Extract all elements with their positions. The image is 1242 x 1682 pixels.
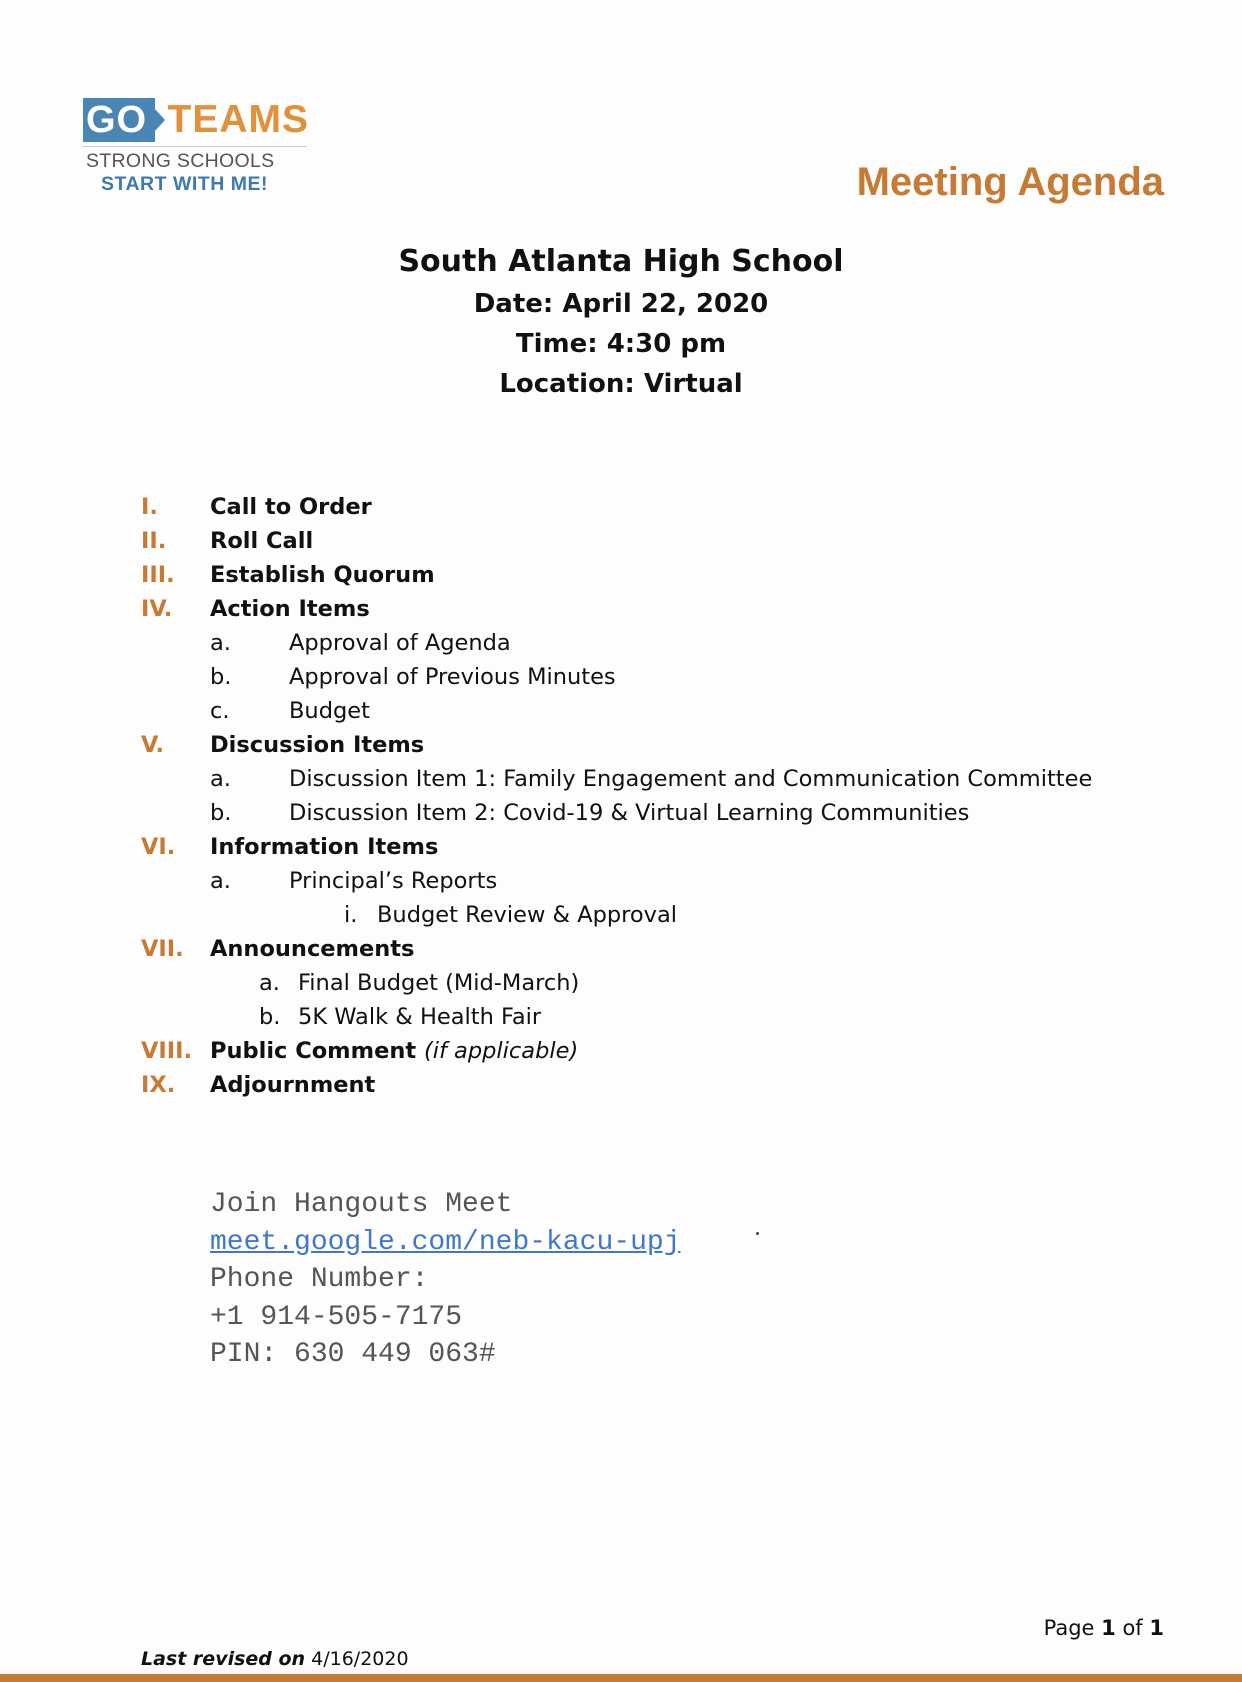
agenda-item-label: Discussion Items	[210, 732, 425, 758]
page-mid: of	[1115, 1616, 1150, 1640]
subitem-text: Discussion Item 1: Family Engagement and Communication Committee	[289, 766, 1093, 792]
subsubitem-number: i.	[344, 902, 358, 928]
school-name: South Atlanta High School	[398, 244, 844, 279]
agenda-item-label: Action Items	[210, 596, 370, 622]
page-number	[1044, 1616, 1164, 1640]
subitem-text: Principal’s Reports	[289, 868, 498, 894]
meeting-time: Time: 4:30 pm	[515, 329, 727, 359]
logo-arrow-icon	[154, 108, 165, 132]
logo-teams-text: TEAMS	[167, 98, 309, 141]
agenda-item-label	[210, 1034, 578, 1068]
subitem-letter: b.	[210, 664, 232, 690]
subitem-letter: a.	[210, 766, 231, 792]
last-revised	[141, 1648, 409, 1670]
footer-bar	[0, 1674, 1242, 1682]
meeting-location: Location: Virtual	[499, 369, 743, 399]
subitem-letter: a.	[210, 630, 231, 656]
phone-label: Phone Number:	[210, 1264, 429, 1295]
subitem-letter: a.	[259, 970, 280, 996]
subitem-letter: c.	[210, 698, 230, 724]
goteams-logo	[83, 98, 309, 198]
revised-date: 4/16/2020	[305, 1648, 409, 1670]
logo-tagline-2: START WITH ME!	[101, 173, 268, 195]
document-title: Meeting Agenda	[856, 160, 1164, 204]
subitem-letter: b.	[259, 1004, 281, 1030]
agenda-item-number: IV.	[141, 596, 173, 622]
agenda-item-number: VI.	[141, 834, 176, 860]
revised-label: Last revised on	[141, 1648, 306, 1670]
agenda-item-number: II.	[141, 528, 167, 554]
meet-link[interactable]: meet.google.com/neb-kacu-upj	[210, 1226, 681, 1258]
subitem-text: Final Budget (Mid-March)	[298, 970, 580, 996]
meet-heading: Join Hangouts Meet	[210, 1189, 513, 1220]
agenda-item-label: Announcements	[210, 936, 415, 962]
agenda-item-number: IX.	[141, 1072, 176, 1098]
meeting-connection-info	[210, 1186, 680, 1374]
public-comment-label: Public Comment	[210, 1038, 417, 1064]
meeting-header	[0, 240, 1242, 404]
meet-pin: PIN: 630 449 063#	[210, 1339, 496, 1370]
agenda-item-number: I.	[141, 494, 158, 520]
agenda-item-number: VII.	[141, 936, 184, 962]
public-comment-note: (if applicable)	[423, 1038, 579, 1064]
logo-go-box	[83, 98, 155, 142]
page-total: 1	[1149, 1616, 1164, 1640]
subitem-text: 5K Walk & Health Fair	[298, 1004, 542, 1030]
page-prefix: Page	[1043, 1616, 1102, 1640]
logo-tagline-1: STRONG SCHOOLS	[86, 150, 275, 172]
meeting-date: Date: April 22, 2020	[473, 289, 769, 319]
logo-go-text: GO	[86, 99, 148, 141]
agenda-item-label: Establish Quorum	[210, 562, 435, 588]
subitem-letter: a.	[210, 868, 231, 894]
subsubitem-text: Budget Review & Approval	[377, 902, 678, 928]
agenda-item-number: VIII.	[141, 1038, 193, 1064]
phone-number: +1 914-505-7175	[210, 1301, 463, 1333]
agenda-item-number: III.	[141, 562, 175, 588]
logo-divider	[83, 146, 307, 147]
subitem-text: Approval of Agenda	[289, 630, 511, 656]
agenda-item-number: V.	[141, 732, 165, 758]
agenda-item-label: Call to Order	[210, 494, 372, 520]
agenda-item-label: Information Items	[210, 834, 439, 860]
agenda-item-label: Adjournment	[210, 1072, 376, 1098]
agenda-item-label: Roll Call	[210, 528, 314, 554]
subitem-text: Approval of Previous Minutes	[289, 664, 616, 690]
subitem-letter: b.	[210, 800, 232, 826]
subitem-text: Budget	[289, 698, 370, 724]
stray-dot	[756, 1232, 759, 1235]
subitem-text: Discussion Item 2: Covid-19 & Virtual Learning Communities	[289, 800, 970, 826]
page-current: 1	[1101, 1616, 1116, 1640]
